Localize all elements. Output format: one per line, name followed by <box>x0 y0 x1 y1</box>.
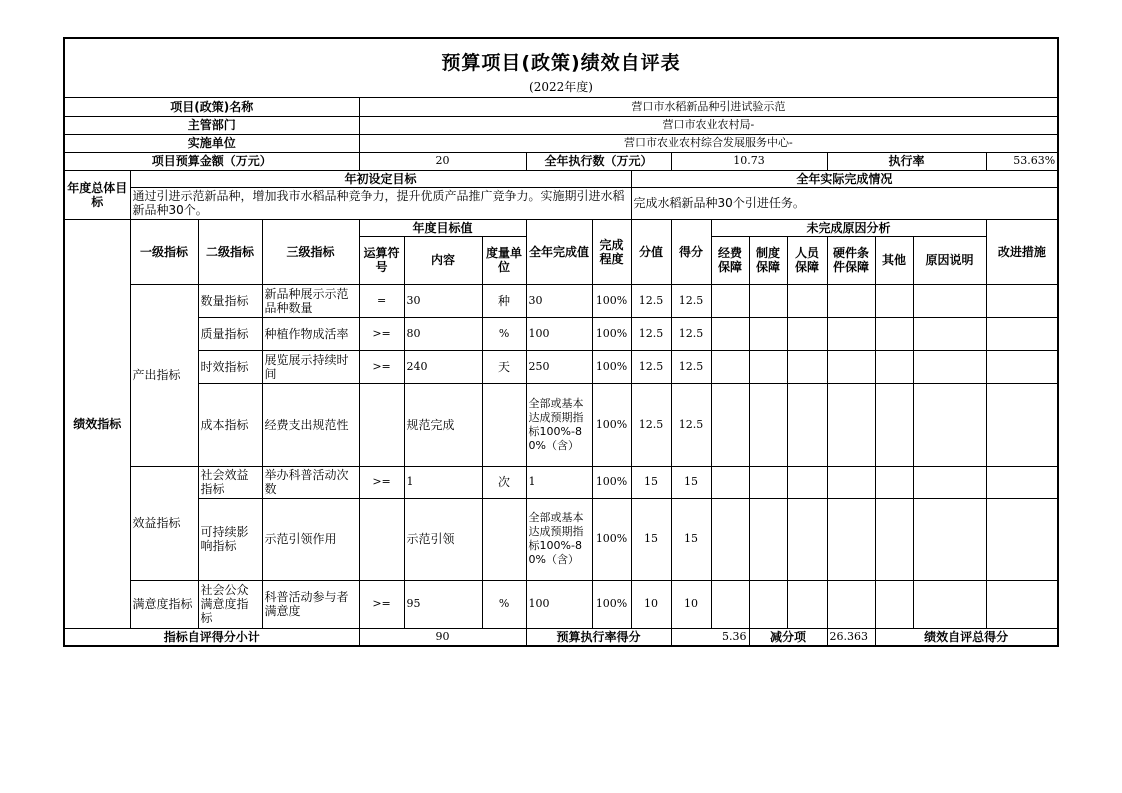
cell-level2: 社会效益指标 <box>198 466 262 498</box>
header-actual: 全年完成值 <box>526 219 592 284</box>
header-reason-group: 未完成原因分析 <box>711 219 986 236</box>
execution-value: 10.73 <box>671 152 827 170</box>
cell-operator: = <box>359 284 404 317</box>
cell-score: 12.5 <box>631 383 671 466</box>
header-reason-staff: 人员保障 <box>787 236 827 284</box>
title-block <box>65 39 1057 98</box>
cell-level3: 示范引领作用 <box>262 498 359 580</box>
group-benefit: 效益指标 <box>130 466 198 580</box>
cell-got: 12.5 <box>671 284 711 317</box>
cell-unit: 天 <box>482 350 526 383</box>
cell-level2: 质量指标 <box>198 317 262 350</box>
cell-actual: 全部或基本达成预期指标100%-80%（含） <box>526 383 592 466</box>
implementing-unit-value: 营口市农业农村综合发展服务中心- <box>359 134 1057 152</box>
cell-degree: 100% <box>592 498 631 580</box>
cell-operator: >= <box>359 466 404 498</box>
cell-got: 12.5 <box>671 317 711 350</box>
cell-degree: 100% <box>592 580 631 628</box>
header-improve: 改进措施 <box>986 219 1057 284</box>
cell-score: 12.5 <box>631 350 671 383</box>
row-department <box>65 116 1057 134</box>
cell-actual: 1 <box>526 466 592 498</box>
header-level3: 三级指标 <box>262 219 359 284</box>
group-satisfaction: 满意度指标 <box>130 580 198 628</box>
cell-content: 示范引领 <box>404 498 482 580</box>
header-target-group: 年度目标值 <box>359 219 526 236</box>
cell-degree: 100% <box>592 350 631 383</box>
goal-actual-text: 完成水稻新品种30个引进任务。 <box>631 187 1057 219</box>
cell-level2: 成本指标 <box>198 383 262 466</box>
header-degree: 完成程度 <box>592 219 631 284</box>
implementing-unit-label: 实施单位 <box>65 134 359 152</box>
cell-degree: 100% <box>592 284 631 317</box>
cell-unit <box>482 383 526 466</box>
table-row <box>65 284 1057 317</box>
table-row <box>65 466 1057 498</box>
cell-score: 15 <box>631 466 671 498</box>
cell-level3: 科普活动参与者满意度 <box>262 580 359 628</box>
cell-got: 15 <box>671 466 711 498</box>
execution-rate-value: 53.63% <box>986 152 1057 170</box>
cell-got: 10 <box>671 580 711 628</box>
cell-unit: 种 <box>482 284 526 317</box>
cell-got: 12.5 <box>671 383 711 466</box>
header-level2: 二级指标 <box>198 219 262 284</box>
cell-got: 12.5 <box>671 350 711 383</box>
cell-score: 10 <box>631 580 671 628</box>
cell-content: 95 <box>404 580 482 628</box>
cell-actual: 30 <box>526 284 592 317</box>
row-goal-text <box>65 187 1057 219</box>
project-name-value: 营口市水稻新品种引进试验示范 <box>359 98 1057 116</box>
table-row <box>65 350 1057 383</box>
cell-degree: 100% <box>592 383 631 466</box>
cell-content: 80 <box>404 317 482 350</box>
evaluation-sheet <box>63 37 1059 647</box>
cell-level3: 种植作物成活率 <box>262 317 359 350</box>
cell-level2: 社会公众满意度指标 <box>198 580 262 628</box>
cell-score: 15 <box>631 498 671 580</box>
table-row <box>65 580 1057 628</box>
department-label: 主管部门 <box>65 116 359 134</box>
header-got: 得分 <box>671 219 711 284</box>
cell-level3: 展览展示持续时间 <box>262 350 359 383</box>
page-title: 预算项目(政策)绩效自评表 <box>441 52 681 74</box>
cell-operator <box>359 498 404 580</box>
row-goal-headers <box>65 170 1057 187</box>
cell-operator: >= <box>359 317 404 350</box>
row-footer <box>65 628 1057 645</box>
cell-degree: 100% <box>592 466 631 498</box>
header-level1: 一级指标 <box>130 219 198 284</box>
cell-level2: 可持续影响指标 <box>198 498 262 580</box>
header-reason-hardware: 硬件条件保障 <box>827 236 875 284</box>
budget-value: 20 <box>359 152 526 170</box>
cell-operator <box>359 383 404 466</box>
budget-label: 项目预算金额（万元） <box>65 152 359 170</box>
subtotal-value: 90 <box>359 628 526 645</box>
header-operator: 运算符号 <box>359 236 404 284</box>
annual-goal-label: 年度总体目标 <box>65 170 130 219</box>
cell-actual: 100 <box>526 317 592 350</box>
group-output: 产出指标 <box>130 284 198 466</box>
cell-level2: 时效指标 <box>198 350 262 383</box>
cell-content: 1 <box>404 466 482 498</box>
department-value: 营口市农业农村局- <box>359 116 1057 134</box>
cell-level2: 数量指标 <box>198 284 262 317</box>
goal-set-header: 年初设定目标 <box>130 170 631 187</box>
evaluation-table <box>65 98 1057 645</box>
cell-actual: 100 <box>526 580 592 628</box>
header-score: 分值 <box>631 219 671 284</box>
project-name-label: 项目(政策)名称 <box>65 98 359 116</box>
cell-content: 30 <box>404 284 482 317</box>
cell-unit: % <box>482 317 526 350</box>
cell-content: 240 <box>404 350 482 383</box>
cell-actual: 250 <box>526 350 592 383</box>
header-reason-other: 其他 <box>875 236 913 284</box>
goal-set-text: 通过引进示范新品种，增加我市水稻品种竞争力，提升优质产品推广竞争力。实施期引进水稻新品种30个。 <box>130 187 631 219</box>
page-subtitle: (2022年度) <box>529 80 593 94</box>
cell-level3: 经费支出规范性 <box>262 383 359 466</box>
cell-score: 12.5 <box>631 284 671 317</box>
header-unit: 度量单位 <box>482 236 526 284</box>
cell-unit: 次 <box>482 466 526 498</box>
header-reason-system: 制度保障 <box>749 236 787 284</box>
performance-indicators-label: 绩效指标 <box>65 219 130 628</box>
budget-score-value: 5.36 <box>671 628 749 645</box>
cell-operator: >= <box>359 350 404 383</box>
header-reason-funding: 经费保障 <box>711 236 749 284</box>
goal-actual-header: 全年实际完成情况 <box>631 170 1057 187</box>
cell-level3: 新品种展示示范品种数量 <box>262 284 359 317</box>
row-indicator-header-1 <box>65 219 1057 236</box>
cell-content: 规范完成 <box>404 383 482 466</box>
total-score-label: 绩效自评总得分 <box>875 628 1057 645</box>
cell-degree: 100% <box>592 317 631 350</box>
deduct-value: 26.363 <box>827 628 875 645</box>
cell-actual: 全部或基本达成预期指标100%-80%（含） <box>526 498 592 580</box>
cell-level3: 举办科普活动次数 <box>262 466 359 498</box>
deduct-label: 减分项 <box>749 628 827 645</box>
budget-score-label: 预算执行率得分 <box>526 628 671 645</box>
execution-rate-label: 执行率 <box>827 152 986 170</box>
cell-unit: % <box>482 580 526 628</box>
row-project-name <box>65 98 1057 116</box>
table-row <box>65 498 1057 580</box>
table-row <box>65 383 1057 466</box>
header-reason-desc: 原因说明 <box>913 236 986 284</box>
subtotal-label: 指标自评得分小计 <box>65 628 359 645</box>
header-content: 内容 <box>404 236 482 284</box>
cell-operator: >= <box>359 580 404 628</box>
cell-unit <box>482 498 526 580</box>
cell-score: 12.5 <box>631 317 671 350</box>
cell-got: 15 <box>671 498 711 580</box>
table-row <box>65 317 1057 350</box>
row-budget <box>65 152 1057 170</box>
execution-label: 全年执行数（万元） <box>526 152 671 170</box>
row-implementing-unit <box>65 134 1057 152</box>
